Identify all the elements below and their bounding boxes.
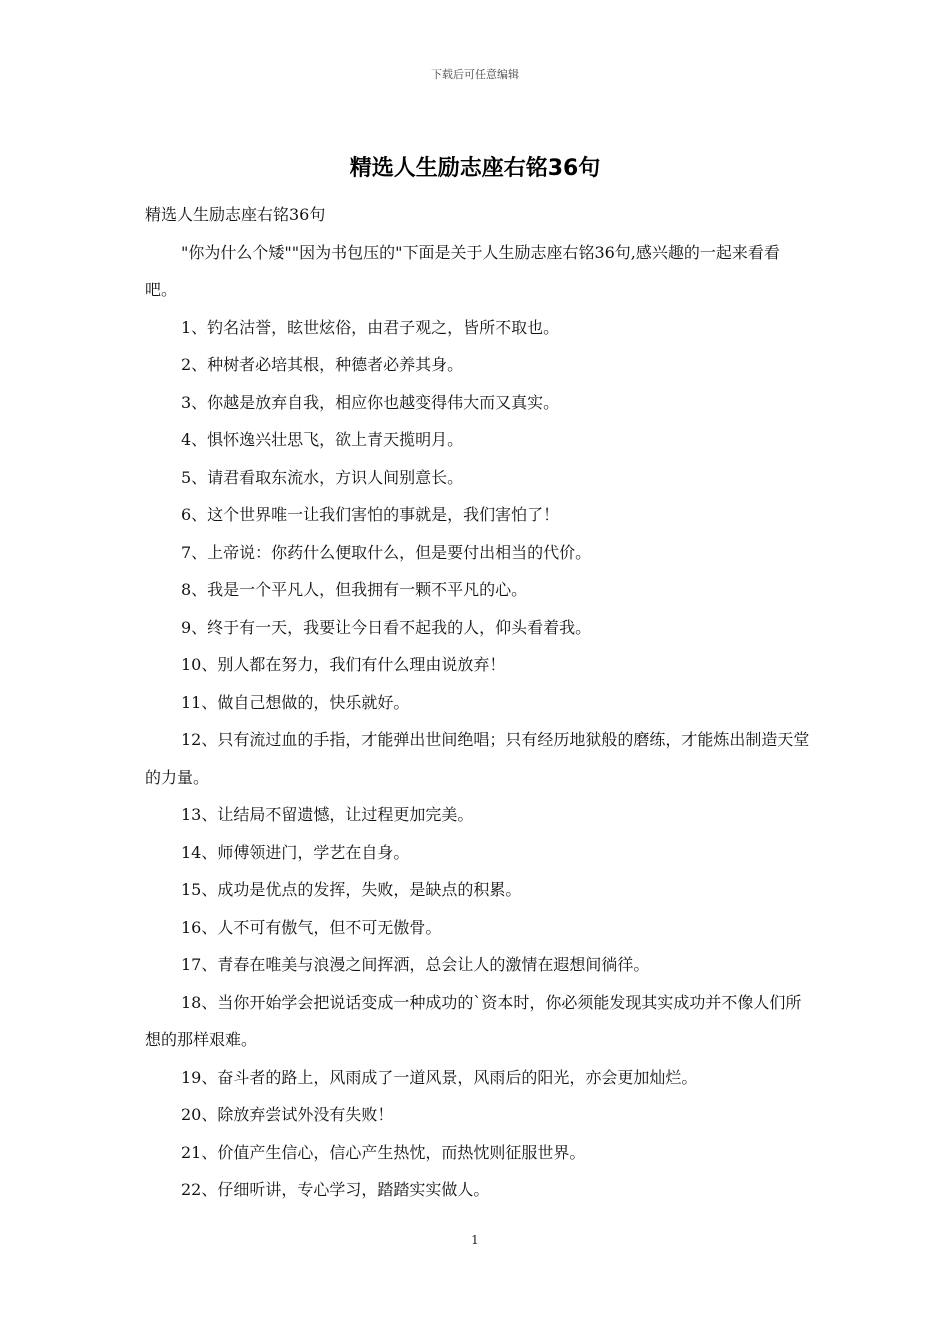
quote-item: 1、钓名沽誉，眩世炫俗，由君子观之，皆所不取也。 — [181, 317, 560, 337]
quote-item: 8、我是一个平凡人，但我拥有一颗不平凡的心。 — [181, 580, 528, 599]
quote-item: 9、终于有一天，我要让今日看不起我的人，仰头看着我。 — [181, 617, 592, 637]
quote-item: 10、别人都在努力，我们有什么理由说放弃！ — [181, 655, 506, 674]
quote-item: 11、做自己想做的，快乐就好。 — [181, 692, 410, 712]
page-number: 1 — [471, 1233, 479, 1247]
document-title: 精选人生励志座右铭36句 — [349, 156, 601, 181]
quote-item: 6、这个世界唯一让我们害怕的事就是，我们害怕了！ — [181, 505, 560, 524]
quote-item: 18、当你开始学会把说话变成一种成功的`资本时，你必须能发现其实成功并不像人们所想的那样艰难。 — [145, 992, 802, 1049]
quote-item: 13、让结局不留遗憾，让过程更加完美。 — [181, 805, 474, 824]
document-subtitle: 精选人生励志座右铭36句 — [145, 205, 326, 224]
quote-item: 17、青春在唯美与浪漫之间挥洒，总会让人的激情在遐想间徜徉。 — [181, 955, 650, 974]
quote-item: 19、奋斗者的路上，风雨成了一道风景，风雨后的阳光，亦会更加灿烂。 — [181, 1067, 698, 1087]
intro-paragraph: "你为什么个矮""因为书包压的"下面是关于人生励志座右铭36句,感兴趣的一起来看看吧。 — [145, 242, 780, 299]
quote-item: 4、惧怀逸兴壮思飞，欲上青天揽明月。 — [181, 430, 464, 449]
quote-item: 14、师傅领进门，学艺在自身。 — [181, 842, 410, 862]
quote-item: 22、仔细听讲，专心学习，踏踏实实做人。 — [181, 1180, 490, 1199]
quote-item: 7、上帝说：你药什么便取什么，但是要付出相当的代价。 — [181, 542, 592, 562]
document-body — [145, 196, 810, 1209]
quote-item: 20、除放弃尝试外没有失败！ — [181, 1105, 394, 1124]
quote-item: 16、人不可有傲气，但不可无傲骨。 — [181, 917, 442, 937]
quote-item: 21、价值产生信心，信心产生热忱，而热忱则征服世界。 — [181, 1142, 586, 1162]
quote-item: 5、请君看取东流水，方识人间别意长。 — [181, 467, 464, 487]
quote-item: 3、你越是放弃自我，相应你也越变得伟大而又真实。 — [181, 392, 560, 412]
quote-item: 12、只有流过血的手指，才能弹出世间绝唱；只有经历地狱般的磨练，才能炼出制造天堂的力量。 — [145, 730, 810, 787]
header-note: 下载后可任意编辑 — [431, 68, 519, 81]
quote-item: 15、成功是优点的发挥，失败，是缺点的积累。 — [181, 880, 522, 899]
quote-item: 2、种树者必培其根，种德者必养其身。 — [181, 355, 464, 374]
